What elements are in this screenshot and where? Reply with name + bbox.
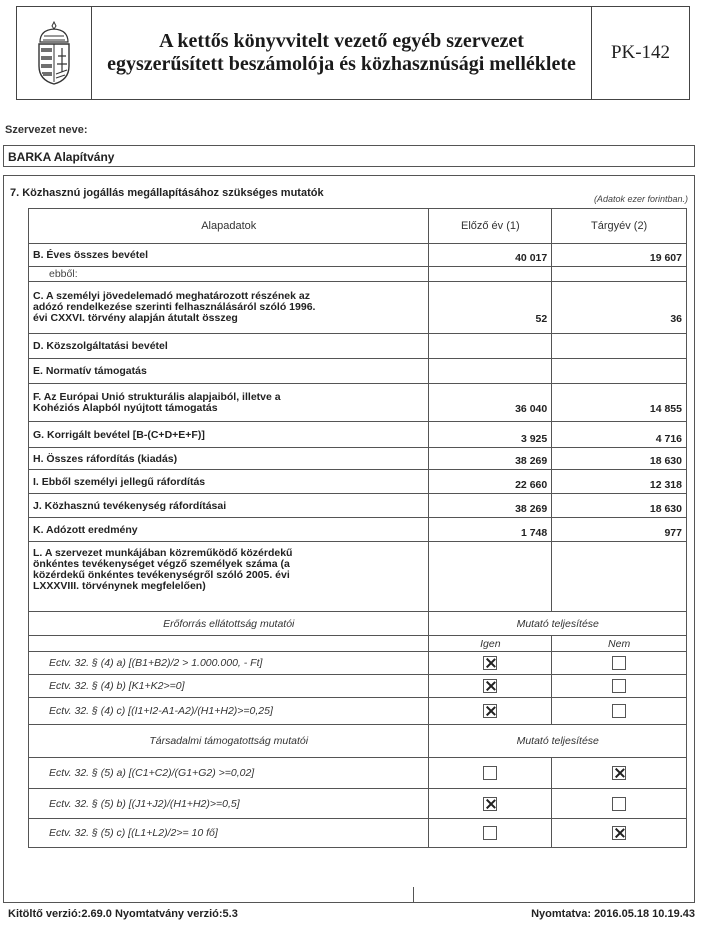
current-year-value[interactable]: 19 607	[552, 244, 687, 267]
indicators-table	[28, 208, 687, 848]
current-year-value[interactable]: 14 855	[552, 384, 687, 422]
column-header: Alapadatok	[29, 209, 429, 244]
table-row	[29, 422, 687, 448]
resource-indicators-title: Erőforrás ellátottság mutatói	[29, 612, 429, 636]
prev-year-value[interactable]: 3 925	[429, 422, 552, 448]
indicator-label: Ectv. 32. § (5) a) [(C1+C2)/(G1+G2) >=0,02]	[29, 758, 429, 789]
no-checkbox[interactable]	[612, 826, 626, 840]
row-label: F. Az Európai Unió strukturális alapjaiból, illetve a Kohéziós Alapból nyújtott támogatás	[29, 384, 429, 422]
current-year-value[interactable]: 18 630	[552, 494, 687, 518]
form-header	[16, 6, 690, 100]
indicator-label: Ectv. 32. § (5) c) [(L1+L2)/2>= 10 fő]	[29, 819, 429, 848]
hungarian-coat-of-arms-icon	[34, 20, 74, 86]
row-label: J. Közhasznú tevékenység ráfordításai	[29, 494, 429, 518]
table-row	[29, 518, 687, 542]
prev-year-value[interactable]: 40 017	[429, 244, 552, 267]
row-label: L. A szervezet munkájában közreműködő közérdekű önkéntes tevékenységet végző személyek száma (a közérdekű önkéntes tevékenységről szóló 2005. évi LXXXVIII. törvénynek megfelelően)	[29, 542, 429, 612]
row-label: C. A személyi jövedelemadó meghatározott részének az adózó rendelkezése szerinti felhasználásáról szóló 1996. évi CXXVI. törvény alapján átutalt összeg	[29, 282, 429, 334]
title-line-2: egyszerűsített beszámolója és közhasznúsági melléklete	[107, 53, 576, 75]
yes-header: Igen	[429, 636, 552, 652]
row-label: I. Ebből személyi jellegű ráfordítás	[29, 470, 429, 494]
social-indicators-header-row	[29, 725, 687, 758]
yes-cell	[429, 789, 552, 819]
yes-checkbox[interactable]	[483, 766, 497, 780]
yes-checkbox[interactable]	[483, 656, 497, 670]
yes-checkbox[interactable]	[483, 826, 497, 840]
current-year-value[interactable]	[552, 359, 687, 384]
row-label: K. Adózott eredmény	[29, 518, 429, 542]
column-header: Tárgyév (2)	[552, 209, 687, 244]
yes-cell	[429, 652, 552, 675]
indicator-row	[29, 698, 687, 725]
indicator-label: Ectv. 32. § (4) c) [(I1+I2-A1-A2)/(H1+H2)>=0,25]	[29, 698, 429, 725]
prev-year-value[interactable]	[429, 334, 552, 359]
no-header: Nem	[552, 636, 687, 652]
row-label: B. Éves összes bevétel	[29, 244, 429, 267]
prev-year-value[interactable]: 22 660	[429, 470, 552, 494]
prev-year-value[interactable]: 1 748	[429, 518, 552, 542]
table-row	[29, 542, 687, 612]
no-cell	[552, 675, 687, 698]
column-header: Előző év (1)	[429, 209, 552, 244]
no-checkbox[interactable]	[612, 766, 626, 780]
prev-year-value[interactable]	[429, 267, 552, 282]
organization-name-field[interactable]: BARKA Alapítvány	[3, 145, 695, 167]
current-year-value[interactable]	[552, 542, 687, 612]
resource-indicators-header-row	[29, 612, 687, 636]
table-row	[29, 267, 687, 282]
no-cell	[552, 789, 687, 819]
table-header-row	[29, 209, 687, 244]
version-info: Kitöltő verzió:2.69.0 Nyomtatvány verzió:5.3	[8, 908, 238, 920]
prev-year-value[interactable]: 36 040	[429, 384, 552, 422]
indicator-row	[29, 789, 687, 819]
section-note: (Adatok ezer forintban.)	[593, 194, 688, 204]
no-cell	[552, 819, 687, 848]
current-year-value[interactable]	[552, 267, 687, 282]
yes-checkbox[interactable]	[483, 704, 497, 718]
yes-cell	[429, 698, 552, 725]
organization-label: Szervezet neve:	[5, 124, 88, 136]
print-timestamp: Nyomtatva: 2016.05.18 10.19.43	[531, 908, 695, 920]
empty-cell	[29, 636, 429, 652]
column-divider	[413, 887, 414, 903]
indicators-section	[3, 175, 695, 903]
no-checkbox[interactable]	[612, 704, 626, 718]
form-code: PK-142	[591, 7, 689, 99]
no-checkbox[interactable]	[612, 656, 626, 670]
title-line-1: A kettős könyvvitelt vezető egyéb szervezet	[159, 30, 524, 52]
current-year-value[interactable]	[552, 334, 687, 359]
social-indicators-title: Társadalmi támogatottság mutatói	[29, 725, 429, 758]
table-row	[29, 494, 687, 518]
fulfillment-header: Mutató teljesítése	[429, 725, 687, 758]
yes-checkbox[interactable]	[483, 679, 497, 693]
yes-cell	[429, 758, 552, 789]
indicator-label: Ectv. 32. § (4) b) [K1+K2>=0]	[29, 675, 429, 698]
current-year-value[interactable]: 12 318	[552, 470, 687, 494]
prev-year-value[interactable]: 52	[429, 282, 552, 334]
indicator-row	[29, 675, 687, 698]
row-label: H. Összes ráfordítás (kiadás)	[29, 448, 429, 470]
table-row	[29, 244, 687, 267]
yes-no-header-row	[29, 636, 687, 652]
fulfillment-header: Mutató teljesítése	[429, 612, 687, 636]
yes-cell	[429, 675, 552, 698]
no-checkbox[interactable]	[612, 797, 626, 811]
indicator-label: Ectv. 32. § (4) a) [(B1+B2)/2 > 1.000.000, - Ft]	[29, 652, 429, 675]
current-year-value[interactable]: 977	[552, 518, 687, 542]
logo-cell	[17, 7, 92, 99]
table-row	[29, 448, 687, 470]
table-row	[29, 282, 687, 334]
table-row	[29, 384, 687, 422]
indicator-row	[29, 819, 687, 848]
no-cell	[552, 758, 687, 789]
row-label: E. Normatív támogatás	[29, 359, 429, 384]
row-label: G. Korrigált bevétel [B-(C+D+E+F)]	[29, 422, 429, 448]
table-row	[29, 470, 687, 494]
yes-cell	[429, 819, 552, 848]
prev-year-value[interactable]: 38 269	[429, 448, 552, 470]
indicator-row	[29, 652, 687, 675]
no-cell	[552, 698, 687, 725]
row-label: D. Közszolgáltatási bevétel	[29, 334, 429, 359]
form-title	[92, 7, 591, 99]
table-row	[29, 334, 687, 359]
row-label: ebből:	[29, 267, 429, 282]
current-year-value[interactable]: 36	[552, 282, 687, 334]
indicator-row	[29, 758, 687, 789]
no-checkbox[interactable]	[612, 679, 626, 693]
section-title: 7. Közhasznú jogállás megállapításához szükséges mutatók	[10, 187, 324, 199]
current-year-value[interactable]: 4 716	[552, 422, 687, 448]
indicator-label: Ectv. 32. § (5) b) [(J1+J2)/(H1+H2)>=0,5]	[29, 789, 429, 819]
prev-year-value[interactable]	[429, 542, 552, 612]
prev-year-value[interactable]	[429, 359, 552, 384]
yes-checkbox[interactable]	[483, 797, 497, 811]
current-year-value[interactable]: 18 630	[552, 448, 687, 470]
prev-year-value[interactable]: 38 269	[429, 494, 552, 518]
table-row	[29, 359, 687, 384]
no-cell	[552, 652, 687, 675]
